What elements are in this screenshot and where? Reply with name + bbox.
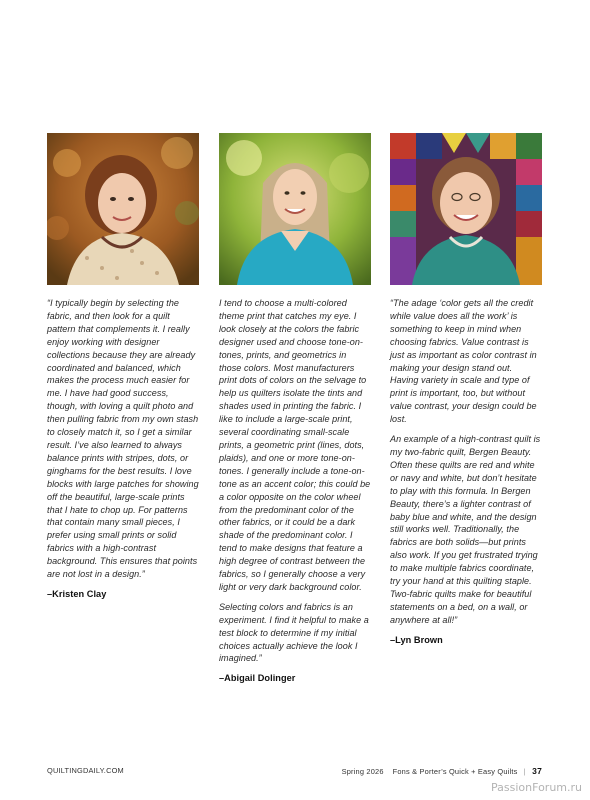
footer-issue-info	[342, 766, 542, 776]
footer-magazine: Fons & Porter’s Quick + Easy Quilts	[392, 767, 518, 776]
portrait-abigail-dolinger-image	[219, 133, 371, 285]
testimonial-column-2	[219, 133, 371, 685]
quote-paragraph: “I typically begin by selecting the fabric, and then look for a quilt pattern that complements it. I really enjoy working with designer collections because they are already coordinated and balanced, which makes the process much easier for me. I have had good success, though, with loving a quilt photo and then pulling fabric from my own stash to closely match it, so I get a similar result. I’ve also learned to always balance prints with stripes, dots, or ginghams for the best results. I love blocks with large patches for showing off the beautiful, large-scale prints that I hate to chop up. For patterns that contain many small pieces, I prefer using small prints or solid fabrics with a high-contrast background. This ensures that points are not lost in a design.”	[47, 298, 199, 580]
testimonial-column-3	[390, 133, 542, 647]
footer-site[interactable]: QUILTINGDAILY.COM	[47, 766, 124, 775]
portrait-kristen-clay-icon	[47, 133, 199, 285]
portrait-kristen-clay-image	[47, 133, 199, 285]
quote-paragraph: I tend to choose a multi-colored theme print that catches my eye. I look closely at the colors the fabric designer used and choose tone-on-tones, prints, and geometrics in those colors. Most manufacturers print dots of colors on the selvage to help us quilters isolate the tints and shades used in printing the fabric. I like to include a large-scale print, several coordinating small-scale prints, a geometric print (lines, dots, plaids), and one or more tone-on-tones. I generally include a tone-on-tone as an accent color; this could be a color opposite on the color wheel from the predominant color of the other fabrics, or it could be a dark shade of the predominant color. I tend to make designs that feature a high degree of contrast between the fabrics, so I generally choose a very light or very dark background color.	[219, 298, 371, 592]
portrait-lyn-brown-icon	[390, 133, 542, 285]
footer-issue: Spring 2026	[341, 767, 384, 776]
quote-paragraph: Selecting colors and fabrics is an experiment. I find it helpful to make a test block to determine if my initial choices actually achieve the look I imagined.”	[219, 601, 369, 664]
portrait-abigail-dolinger-icon	[219, 133, 371, 285]
testimonial-column-1	[47, 133, 199, 601]
footer-separator: |	[523, 767, 526, 776]
quote-text	[47, 297, 199, 601]
quote-paragraph: An example of a high-contrast quilt is my two-fabric quilt, Bergen Beauty. Often these quilts are red and white or navy and white, but don’t hesitate to play with this formula. In Bergen Beauty, there’s a lighter contrast of baby blue and white, and the design still works well. Traditionally, the fabrics are both solids—but prints also work. If you get frustrated trying to make multiple fabrics coordinate, try your hand at this quilting staple. Two-fabric quilts make for beautiful statements on a bed, on a wall, or anywhere at all!”	[390, 434, 541, 625]
portrait-lyn-brown-image	[390, 133, 542, 285]
author-signature: –Kristen Clay	[47, 588, 107, 599]
quote-text	[219, 297, 371, 685]
watermark: PassionForum.ru	[491, 781, 582, 794]
quote-paragraph: “The adage ‘color gets all the credit while value does all the work’ is something to keep in mind when choosing fabrics. Value contrast is just as important as color contrast in making your design stand out. Having variety in scale and type of print is important, too, but without value contrast, your design could be lost.	[390, 298, 537, 425]
author-signature: –Lyn Brown	[390, 634, 443, 645]
author-signature: –Abigail Dolinger	[219, 673, 296, 684]
quote-text	[390, 297, 542, 647]
page-number: 37	[532, 766, 542, 776]
